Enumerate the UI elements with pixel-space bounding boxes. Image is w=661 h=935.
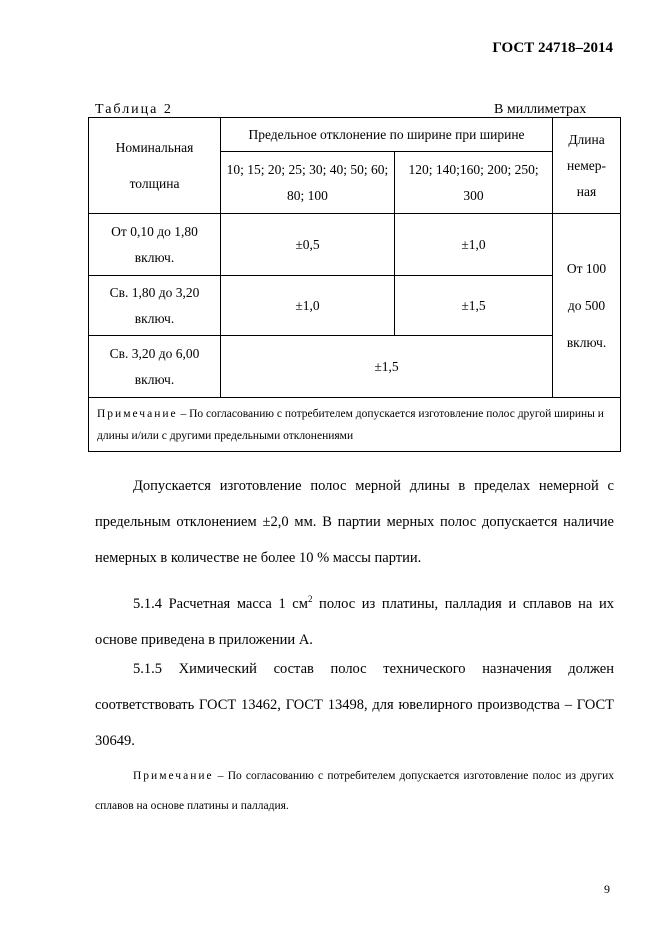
row-thickness-line1: Св. 1,80 до 3,20 [109, 284, 200, 300]
header-length-line2: немер- [567, 157, 607, 173]
header-thickness-line2: толщина [129, 175, 180, 191]
header-width-a: 10; 15; 20; 25; 30; 40; 50; 60; 80; 100 [221, 152, 395, 214]
paragraph-note [95, 761, 614, 821]
header-length-line3: ная [576, 183, 597, 199]
row-thickness-line2: включ. [134, 371, 175, 387]
paragraph-chemical [95, 651, 614, 759]
table-note-text: – По согласованию с потребителем допускается изготовление полос другой ширины и длины и/или с другими предельными отклонениями [97, 407, 604, 442]
superscript-2: 2 [307, 594, 313, 604]
header-length [553, 118, 621, 214]
paragraph-chemical-text: 5.1.5 Химический состав полос технического назначения должен соответствовать ГОСТ 13462, ГОСТ 13498, для ювелирного производства – ГОСТ 30649. [95, 661, 614, 749]
paragraph-mass-text [95, 581, 614, 658]
header-width-b: 120; 140;160; 200; 250; 300 [395, 152, 553, 214]
paragraph-note-label: Примечание [133, 770, 214, 782]
page-number: 9 [604, 882, 610, 896]
row-thickness-line1: Св. 3,20 до 6,00 [109, 345, 200, 361]
row-deviation-all: ±1,5 [221, 336, 553, 398]
length-value [553, 214, 621, 398]
paragraph-mass-part2: полос из платины, палладия и сплавов на их основе приведена в приложении А. [95, 595, 614, 648]
dimensions-table [88, 117, 621, 452]
table-note [89, 398, 621, 452]
table-note-label: Примечание [97, 407, 178, 420]
header-thickness-line1: Номинальная [115, 139, 194, 155]
paragraph-note-text [95, 761, 614, 821]
paragraph-tolerance-text: Допускается изготовление полос мерной длины в пределах немерной с предельным отклонением ±2,0 мм. В партии мерных полос допускается наличие немерных в количестве не более 10 % массы партии. [95, 478, 614, 566]
row-thickness [89, 276, 221, 336]
row-deviation-b: ±1,0 [395, 214, 553, 276]
header-deviation: Предельное отклонение по ширине при ширине [221, 118, 553, 152]
table-row [89, 336, 621, 398]
table-row [89, 214, 621, 276]
row-thickness-line1: От 0,10 до 1,80 [111, 223, 198, 239]
paragraph-mass-part1: 5.1.4 Расчетная масса 1 см [133, 595, 308, 612]
length-value-line2: до 500 [567, 298, 606, 313]
paragraph-mass [95, 581, 614, 658]
paragraph-note-body: – По согласованию с потребителем допускается изготовление полос из других сплавов на основе платины и палладия. [95, 770, 615, 812]
document-code: ГОСТ 24718–2014 [492, 40, 613, 56]
length-value-line3: включ. [566, 335, 607, 350]
table-row [89, 276, 621, 336]
row-deviation-a: ±1,0 [221, 276, 395, 336]
row-deviation-b: ±1,5 [395, 276, 553, 336]
row-thickness [89, 336, 221, 398]
table-caption: Таблица 2 [95, 102, 173, 117]
length-value-line1: От 100 [566, 261, 607, 276]
paragraph-tolerance [95, 468, 614, 576]
row-thickness-line2: включ. [134, 310, 175, 326]
table-unit: В миллиметрах [494, 102, 587, 117]
row-deviation-a: ±0,5 [221, 214, 395, 276]
row-thickness [89, 214, 221, 276]
row-thickness-line2: включ. [134, 249, 175, 265]
header-thickness [89, 118, 221, 214]
header-length-line1: Длина [568, 131, 605, 147]
